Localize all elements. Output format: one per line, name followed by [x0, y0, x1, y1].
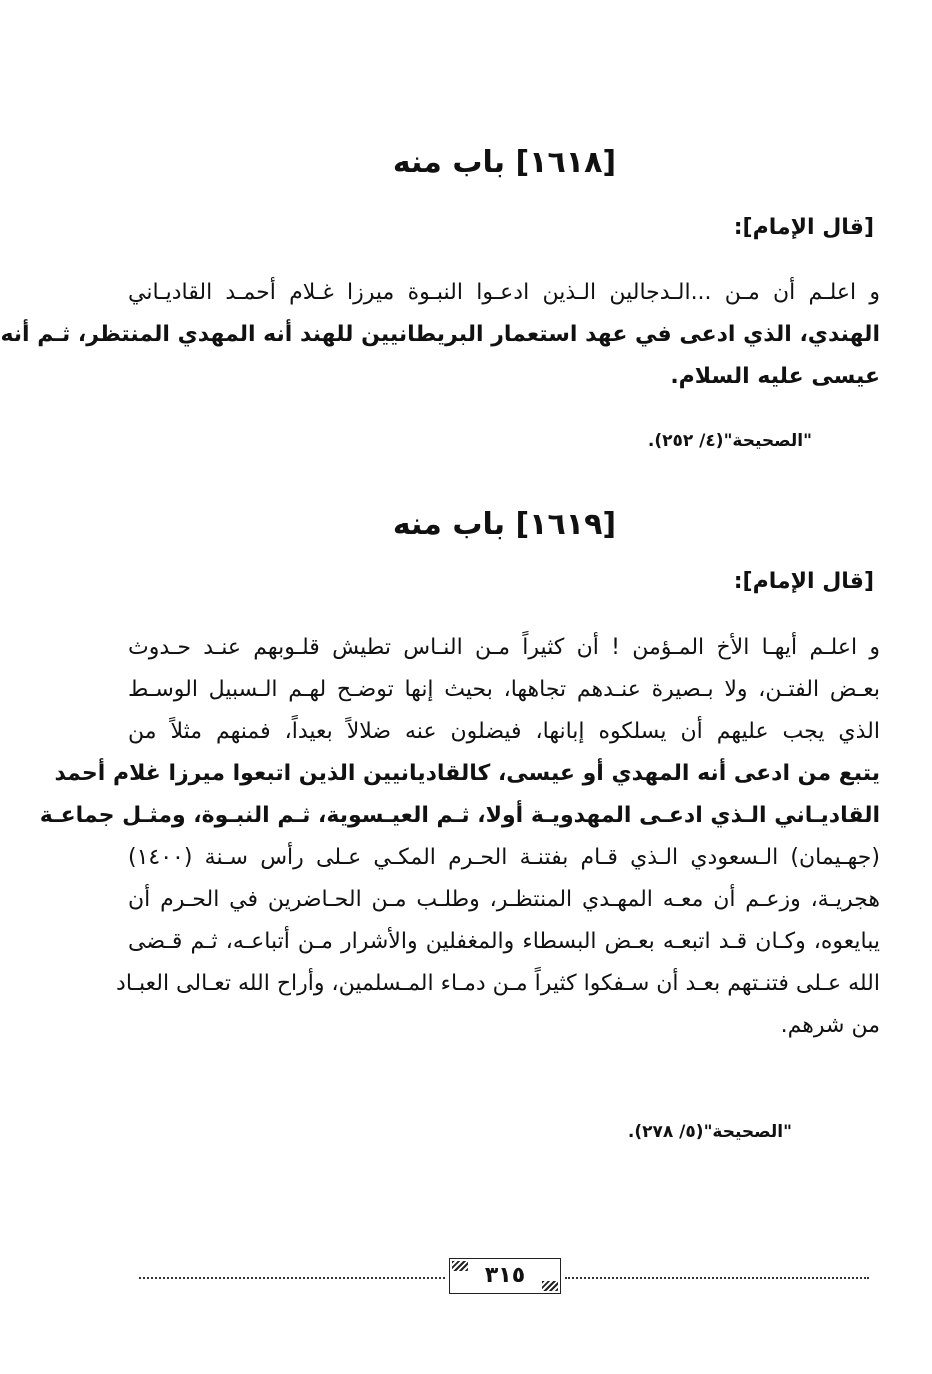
paragraph-line: هجريـة، وزعـم أن معـه المهـدي المنتظـر، وطلـب مـن الحـاضرين في الحـرم أن: [128, 887, 880, 912]
paragraph-line: يبايعوه، وكـان قـد اتبعـه بعـض البسطاء والمغفلين والأشرار مـن أتباعـه، ثـم قـضى: [128, 929, 880, 954]
paragraph-line: الذي يجب عليهم أن يسلكوه إبانها، فيضلون عنه ضلالاً بعيداً، فمنهم مثلاً من: [128, 719, 880, 744]
paragraph-line: بعـض الفتـن، ولا بـصيرة عنـدهم تجاهها، بحيث إنها توضـح لهـم الـسبيل الوسـط: [128, 677, 880, 702]
paragraph-line: الهندي، الذي ادعى في عهد استعمار البريطانيين للهند أنه المهدي المنتظر، ثـم أنه: [0, 322, 880, 347]
page-number-frame: [449, 1258, 561, 1294]
imam-label-1: [قال الإمام]:: [733, 215, 874, 240]
section-title-1618: [١٦١٨] باب منه: [392, 145, 617, 180]
page-number: ٣١٥: [484, 1263, 526, 1288]
paragraph-line: من شرهم.: [780, 1013, 880, 1038]
section-2-paragraph: [39, 627, 880, 1047]
paragraph-line: عيسى عليه السلام.: [670, 364, 880, 389]
footer-dotted-rule-left: [139, 1277, 445, 1279]
paragraph-line: (جهـيمان) الـسعودي الـذي قـام بفتنـة الحـرم المكـي عـلى رأس سـنة (١٤٠٠): [128, 845, 880, 870]
paragraph-line: و اعلـم أيهـا الأخ المـؤمن ! أن كثيراً مـن النـاس تطيش قلـوبهم عنـد حـدوث: [128, 635, 880, 660]
citation-1: "الصحيحة"(٤/ ٢٥٢).: [647, 431, 812, 451]
paragraph-line: و اعلـم أن مـن ...الـدجالين الـذين ادعـوا النبـوة ميرزا غـلام أحمـد القاديـاني: [128, 280, 880, 305]
imam-label-2: [قال الإمام]:: [733, 569, 874, 594]
section-1-paragraph: [0, 272, 880, 398]
paragraph-line: يتبع من ادعى أنه المهدي أو عيسى، كالقاديانيين الذين اتبعوا ميرزا غلام أحمد: [54, 761, 880, 786]
paragraph-line: القاديـاني الـذي ادعـى المهدويـة أولا، ثـم العيـسوية، ثـم النبـوة، ومثـل جماعـة: [39, 803, 880, 828]
paragraph-line: الله عـلى فتنـتهم بعـد أن سـفكوا كثيراً مـن دمـاء المـسلمين، وأراح الله تعـالى العبـاد: [116, 971, 880, 996]
footer-dotted-rule-right: [565, 1277, 869, 1279]
citation-2: "الصحيحة"(٥/ ٢٧٨).: [627, 1122, 792, 1142]
section-title-1619: [١٦١٩] باب منه: [392, 507, 617, 542]
